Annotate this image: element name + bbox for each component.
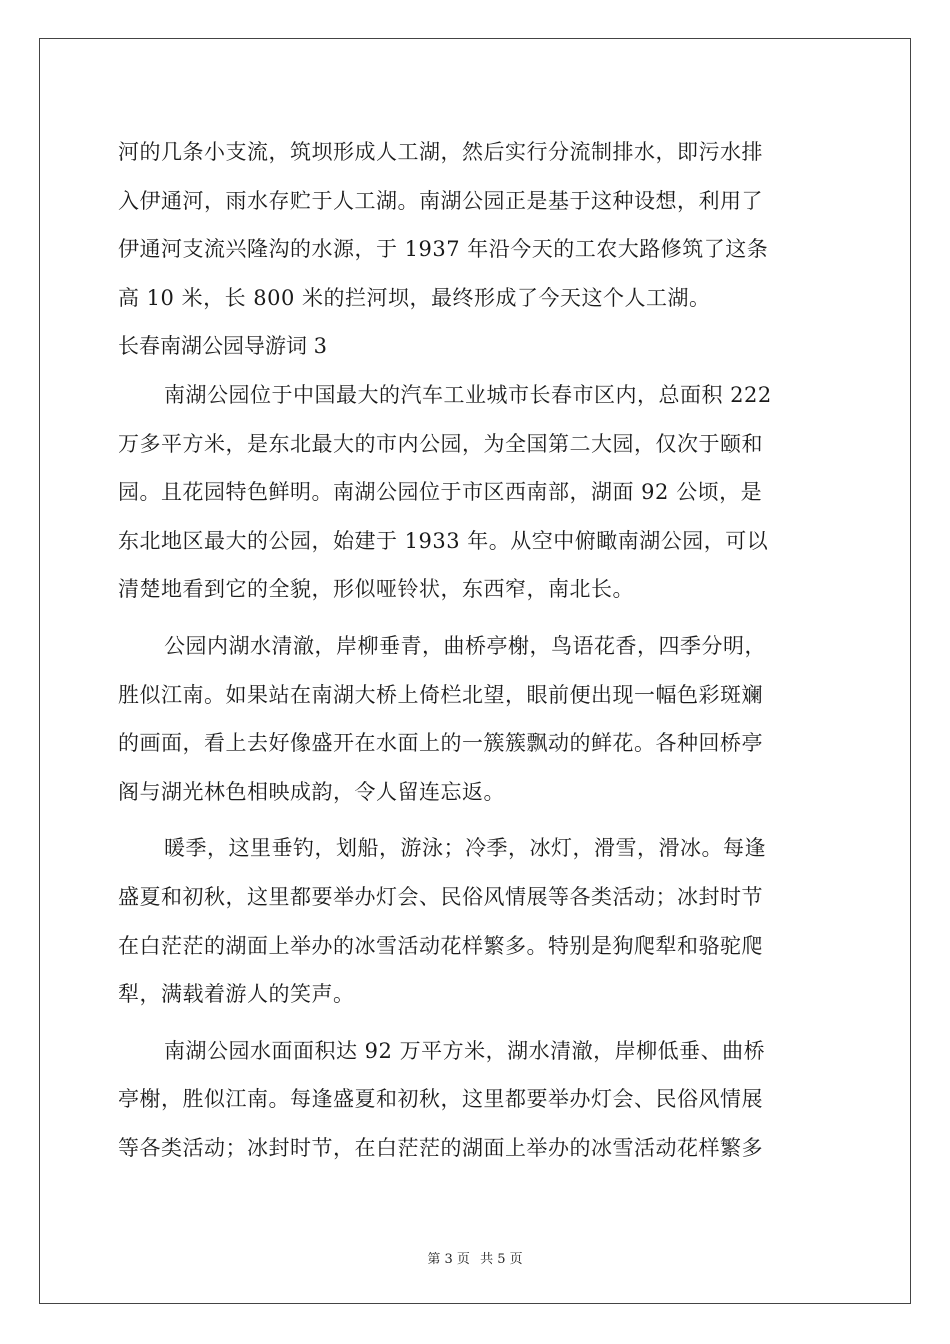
text-line: 入伊通河，雨水存贮于人工湖。南湖公园正是基于这种设想，利用了 bbox=[118, 188, 763, 213]
text-line: 东北地区最大的公园，始建于 1933 年。从空中俯瞰南湖公园，可以 bbox=[118, 528, 769, 553]
paragraph-4 bbox=[118, 1027, 834, 1173]
text-line: 清楚地看到它的全貌，形似哑铃状，东西窄，南北长。 bbox=[118, 577, 634, 602]
text-line: 犁，满载着游人的笑声。 bbox=[118, 982, 355, 1007]
section-heading: 长春南湖公园导游词 3 bbox=[118, 334, 328, 359]
text-line: 南湖公园位于中国最大的汽车工业城市长春市区内，总面积 222 bbox=[164, 382, 772, 407]
text-line: 南湖公园水面面积达 92 万平方米，湖水清澈，岸柳低垂、曲桥 bbox=[164, 1038, 766, 1063]
page-number: 第 3 页 bbox=[427, 1252, 470, 1267]
text-line: 高 10 米，长 800 米的拦河坝，最终形成了今天这个人工湖。 bbox=[118, 285, 711, 310]
paragraph-2 bbox=[118, 622, 834, 816]
text-line: 万多平方米，是东北最大的市内公园，为全国第二大园，仅次于颐和 bbox=[118, 431, 763, 456]
page-total: 共 5 页 bbox=[480, 1252, 523, 1267]
paragraph-3 bbox=[118, 824, 834, 1018]
text-line: 等各类活动；冰封时节，在白茫茫的湖面上举办的冰雪活动花样繁多 bbox=[118, 1135, 763, 1160]
paragraph-continued bbox=[118, 128, 834, 322]
text-line: 暖季，这里垂钓，划船，游泳；冷季，冰灯，滑雪，滑冰。每逢 bbox=[164, 836, 766, 861]
text-line: 阁与湖光林色相映成韵，令人留连忘返。 bbox=[118, 779, 505, 804]
text-line: 河的几条小支流，筑坝形成人工湖，然后实行分流制排水，即污水排 bbox=[118, 140, 763, 164]
page-footer bbox=[0, 1248, 950, 1267]
text-line: 的画面，看上去好像盛开在水面上的一簇簇飘动的鲜花。各种回桥亭 bbox=[118, 731, 763, 756]
text-line: 胜似江南。如果站在南湖大桥上倚栏北望，眼前便出现一幅色彩斑斓 bbox=[118, 682, 763, 707]
text-line: 伊通河支流兴隆沟的水源，于 1937 年沿今天的工农大路修筑了这条 bbox=[118, 237, 769, 262]
text-line: 公园内湖水清澈，岸柳垂青，曲桥亭榭，鸟语花香，四季分明， bbox=[164, 633, 766, 658]
text-line: 园。且花园特色鲜明。南湖公园位于市区西南部，湖面 92 公顷，是 bbox=[118, 480, 763, 505]
paragraph-1 bbox=[118, 371, 834, 614]
document-body bbox=[118, 128, 834, 1172]
text-line: 亭榭，胜似江南。每逢盛夏和初秋，这里都要举办灯会、民俗风情展 bbox=[118, 1087, 763, 1112]
text-line: 在白茫茫的湖面上举办的冰雪活动花样繁多。特别是狗爬犁和骆驼爬 bbox=[118, 933, 763, 958]
text-line: 盛夏和初秋，这里都要举办灯会、民俗风情展等各类活动；冰封时节 bbox=[118, 884, 763, 909]
